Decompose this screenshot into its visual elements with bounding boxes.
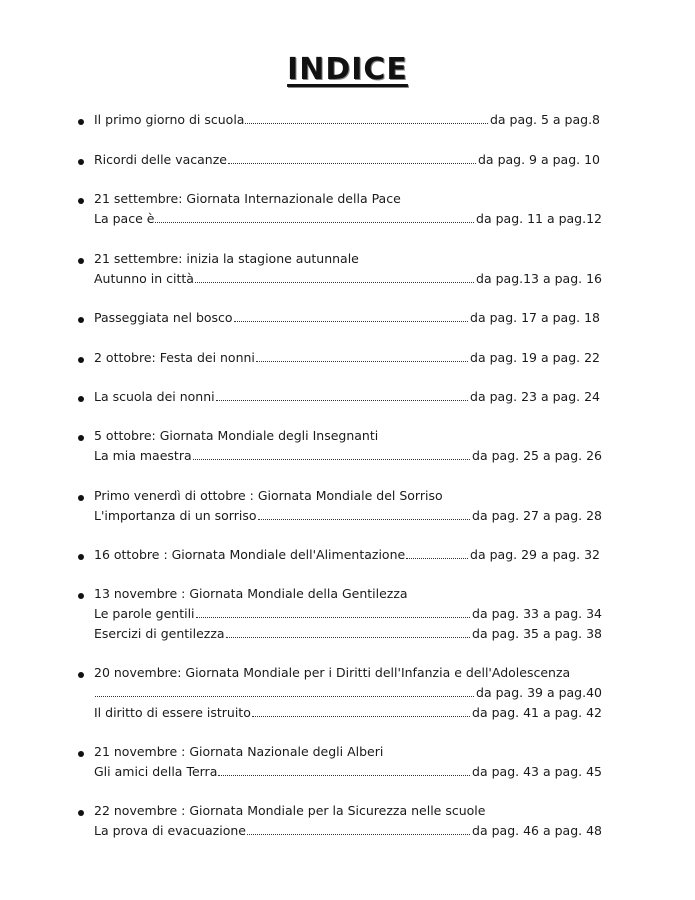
dot-leader [218,775,470,776]
toc-line [94,108,600,128]
dot-leader [228,163,476,164]
toc-line [94,760,602,780]
toc-heading: 5 ottobre: Giornata Mondiale degli Insegnanti [94,428,379,443]
dot-leader [247,834,470,835]
toc-line-title: L'importanza di un sorriso [94,508,257,523]
toc-line [94,148,600,168]
page-range: da pag. 33 a pag. 34 [472,606,602,621]
page-range: da pag. 27 a pag. 28 [472,508,602,523]
page-range: da pag. 19 a pag. 22 [470,350,600,365]
toc-heading: 21 settembre: Giornata Internazionale della Pace [94,191,401,206]
bullet-icon [78,751,84,757]
page-range: da pag. 11 a pag.12 [476,211,602,226]
bullet-icon [78,198,84,204]
page-range: da pag.13 a pag. 16 [476,271,602,286]
toc-line-title: Ricordi delle vacanze [94,152,227,167]
toc-heading: 22 novembre : Giornata Mondiale per la Sicurezza nelle scuole [94,803,486,818]
page-range: da pag. 29 a pag. 32 [470,547,600,562]
bullet-icon [78,593,84,599]
toc-line [94,543,600,563]
bullet-icon [78,159,84,165]
toc-heading: 21 novembre : Giornata Nazionale degli Alberi [94,744,384,759]
page-range: da pag. 43 a pag. 45 [472,764,602,779]
toc-line [94,681,602,701]
dot-leader [155,222,474,223]
toc-line [94,207,602,227]
toc-line-title: La pace è [94,211,155,226]
page-range: da pag. 23 a pag. 24 [470,389,600,404]
bullet-icon [78,554,84,560]
toc-line-title: La prova di evacuazione [94,823,246,838]
toc-heading: 21 settembre: inizia la stagione autunnale [94,251,359,266]
toc-line-title: Il primo giorno di scuola [94,112,245,127]
toc-line-title: Gli amici della Terra [94,764,218,779]
toc-heading: 20 novembre: Giornata Mondiale per i Diritti dell'Infanzia e dell'Adolescenza [94,665,571,680]
toc-line [94,602,602,622]
dot-leader [216,400,468,401]
toc-line-title: La mia maestra [94,448,192,463]
page-range: da pag. 46 a pag. 48 [472,823,602,838]
dot-leader [258,519,471,520]
toc-heading: 13 novembre : Giornata Mondiale della Gentilezza [94,586,408,601]
toc-line [94,701,602,721]
toc-line-title: Autunno in città [94,271,194,286]
toc-line [94,267,602,287]
page-range: da pag. 25 a pag. 26 [472,448,602,463]
bullet-icon [78,119,84,125]
toc-line-title: Le parole gentili [94,606,195,621]
toc-line [94,306,600,326]
dot-leader [252,716,470,717]
dot-leader [406,558,468,559]
toc-line-title: 2 ottobre: Festa dei nonni [94,350,255,365]
toc-line-title: La scuola dei nonni [94,389,215,404]
toc-line-title: Esercizi di gentilezza [94,626,225,641]
toc-line-title: Il diritto di essere istruito [94,705,251,720]
toc-line-title: Passeggiata nel bosco [94,310,233,325]
toc-line-title: 16 ottobre : Giornata Mondiale dell'Alimentazione [94,547,406,562]
dot-leader [256,361,468,362]
toc-heading: Primo venerdì di ottobre : Giornata Mondiale del Sorriso [94,488,443,503]
toc-line [94,622,602,642]
toc-line [94,346,600,366]
bullet-icon [78,258,84,264]
page-range: da pag. 5 a pag.8 [489,112,600,127]
dot-leader [193,459,470,460]
bullet-icon [78,672,84,678]
page-title: INDICE [287,52,408,87]
page-range: da pag. 17 a pag. 18 [470,310,600,325]
toc-line [94,819,602,839]
bullet-icon [78,435,84,441]
toc-line [94,444,602,464]
toc-line [94,504,602,524]
dot-leader [234,321,468,322]
page-range: da pag. 35 a pag. 38 [472,626,602,641]
bullet-icon [78,810,84,816]
page-range: da pag. 39 a pag.40 [476,685,602,700]
dot-leader [195,282,474,283]
dot-leader [95,696,474,697]
page-range: da pag. 9 a pag. 10 [478,152,600,167]
bullet-icon [78,396,84,402]
bullet-icon [78,317,84,323]
bullet-icon [78,495,84,501]
dot-leader [196,617,471,618]
page-range: da pag. 41 a pag. 42 [472,705,602,720]
bullet-icon [78,357,84,363]
toc-line [94,385,600,405]
dot-leader [226,637,470,638]
dot-leader [245,123,487,124]
